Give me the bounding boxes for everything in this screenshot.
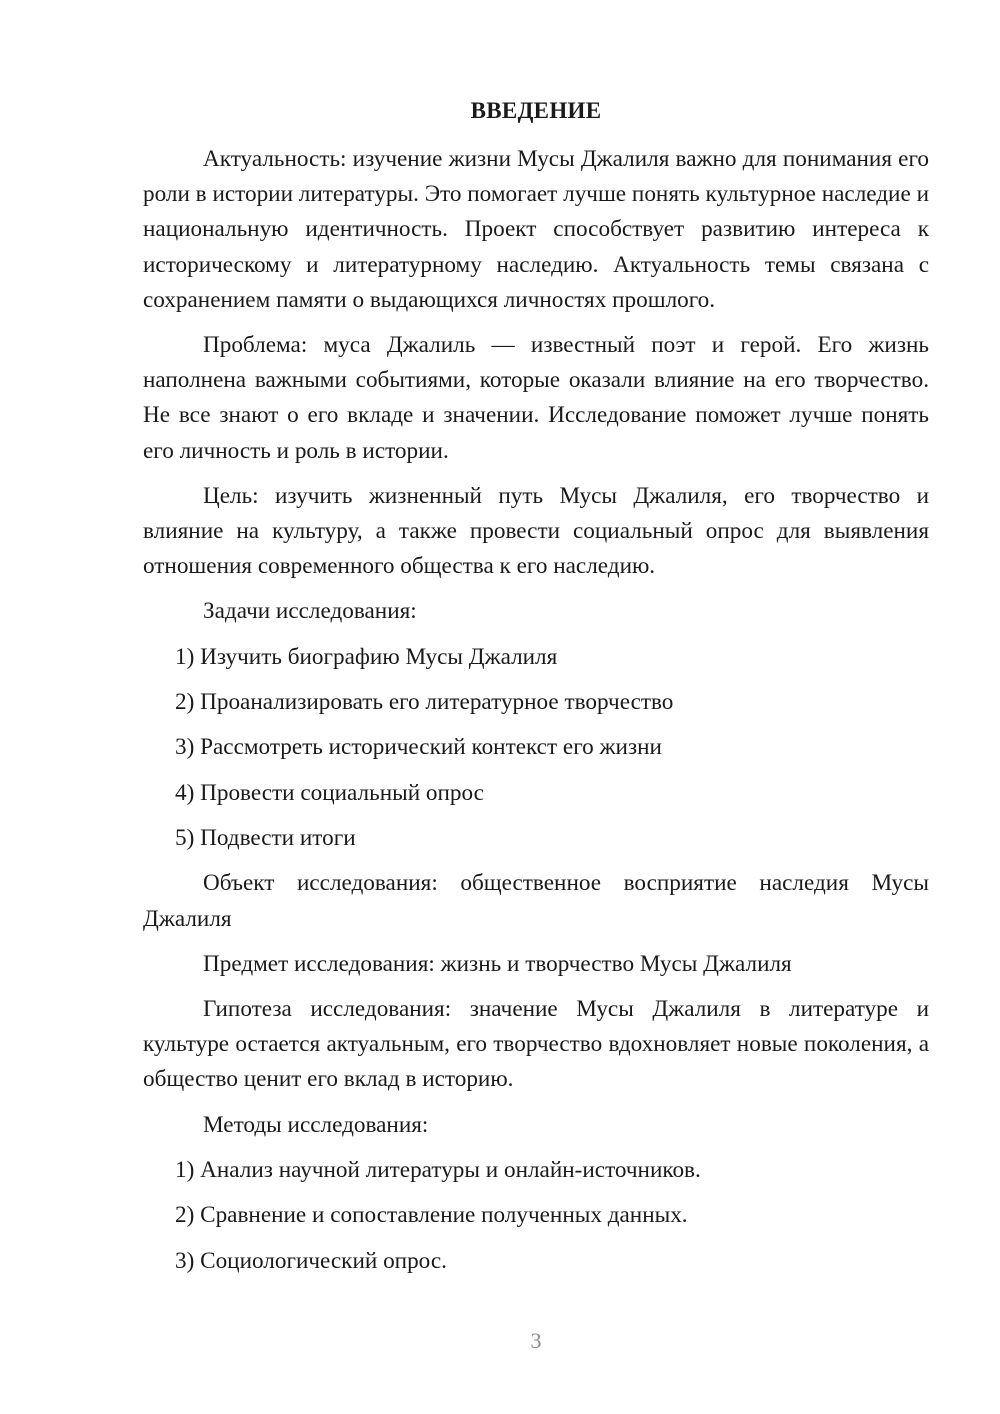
problem-paragraph: Проблема: муса Джалиль — известный поэт и герой. Его жизнь наполнена важными событиями, которые оказали влияние на его творчество. Не все знают о его вкладе и значении. Исследование поможет лучше понять его личность и роль в истории. [143, 332, 929, 464]
method-item: 2) Сравнение и сопоставление полученных данных. [175, 1202, 688, 1229]
object-paragraph: Объект исследования: общественное восприятие наследия Мусы Джалиля [143, 870, 929, 932]
document-body [143, 142, 929, 1289]
hypothesis-paragraph: Гипотеза исследования: значение Мусы Джалиля в литературе и культуре остается актуальным, его творчество вдохновляет новые поколения, а общество ценит его вклад в историю. [143, 996, 929, 1093]
method-item: 3) Социологический опрос. [175, 1247, 447, 1274]
task-item: 2) Проанализировать его литературное творчество [175, 689, 674, 716]
method-item: 1) Анализ научной литературы и онлайн-источников. [175, 1156, 701, 1183]
task-item: 1) Изучить биографию Мусы Джалиля [175, 643, 558, 670]
task-item: 4) Провести социальный опрос [175, 779, 484, 806]
tasks-heading: Задачи исследования: [203, 598, 417, 625]
page-title: ВВЕДЕНИЕ [470, 98, 602, 123]
tasks-list [143, 640, 929, 857]
task-item: 3) Рассмотреть исторический контекст его жизни [175, 734, 662, 761]
page-number: 3 [530, 1328, 542, 1353]
task-item: 5) Подвести итоги [175, 825, 356, 852]
subject-paragraph: Предмет исследования: жизнь и творчество Мусы Джалиля [203, 950, 792, 977]
goal-paragraph: Цель: изучить жизненный путь Мусы Джалиля, его творчество и влияние на культуру, а также провести социальный опрос для выявления отношения современного общества к его наследию. [143, 482, 929, 580]
methods-heading: Методы исследования: [203, 1111, 429, 1138]
relevance-paragraph: Актуальность: изучение жизни Мусы Джалиля важно для понимания его роли в истории литературы. Это помогает лучше понять культурное наследие и национальную идентичность. Проект способствует развитию интереса к историческому и литературному наследию. Актуальность темы связана с сохранением памяти о выдающихся личностях прошлого. [143, 146, 929, 313]
methods-list [143, 1153, 929, 1279]
